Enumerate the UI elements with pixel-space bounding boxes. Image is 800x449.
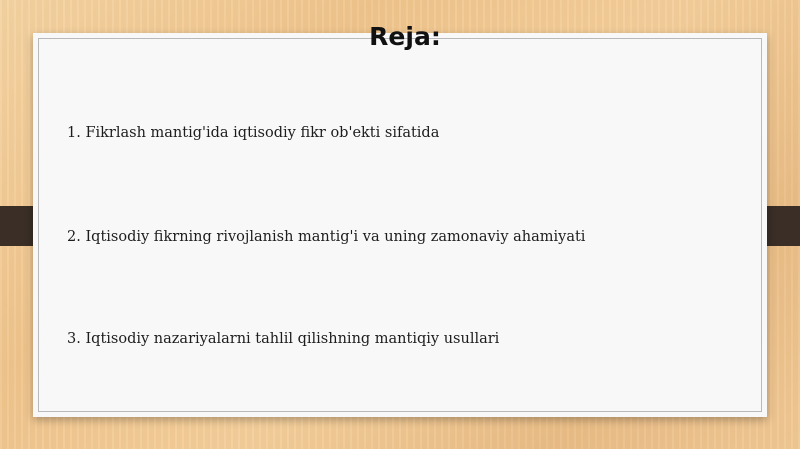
slide-paper (33, 33, 767, 417)
plan-item-3: 3. Iqtisodiy nazariyalarni tahlil qilishning mantiqiy usullari (67, 331, 500, 347)
slide-title: Reja: (369, 22, 441, 51)
paper-border (38, 38, 762, 412)
plan-item-1: 1. Fikrlash mantig'ida iqtisodiy fikr ob'ekti sifatida (67, 125, 440, 141)
plan-item-2: 2. Iqtisodiy fikrning rivojlanish mantig'i va uning zamonaviy ahamiyati (67, 229, 586, 245)
